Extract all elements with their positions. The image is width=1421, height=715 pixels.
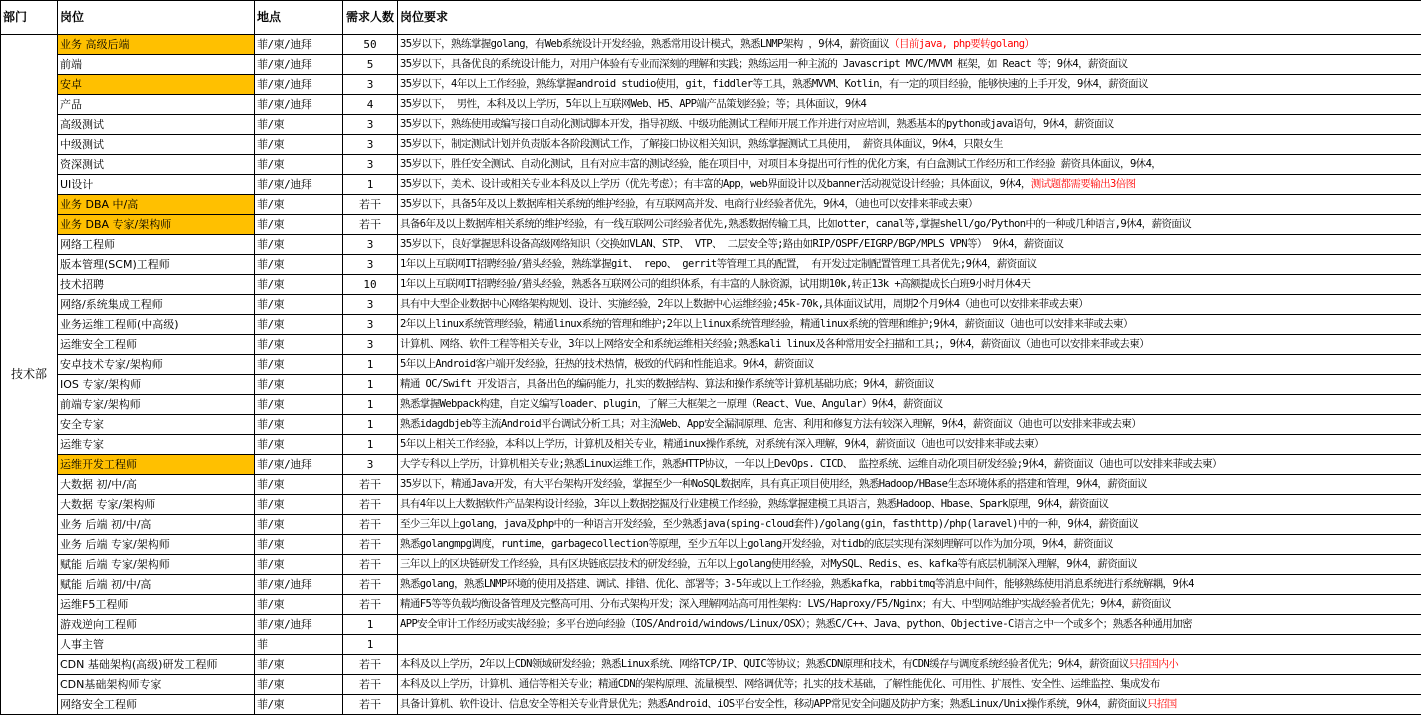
requirement-note: 只招国内小 [1129, 658, 1179, 670]
position-cell: 业务运维工程师(中高级) [58, 315, 255, 335]
position-cell: 运维专家 [58, 435, 255, 455]
demand-cell: 3 [343, 335, 398, 355]
table-row [1, 95, 1421, 115]
table-row [1, 75, 1421, 95]
table-row [1, 375, 1421, 395]
location-cell: 菲/柬 [255, 255, 343, 275]
header-position: 岗位 [58, 1, 255, 35]
table-row [1, 675, 1421, 695]
position-cell: 业务 DBA 中/高 [58, 195, 255, 215]
location-cell: 菲/柬 [255, 695, 343, 715]
requirement-cell [398, 555, 1421, 575]
requirement-text: 5年以上Android客户端开发经验，狂热的技术热情，极致的代码和性能追求。9休4，薪资面议 [400, 358, 814, 370]
demand-cell: 5 [343, 55, 398, 75]
location-cell: 菲/柬 [255, 355, 343, 375]
demand-cell: 3 [343, 155, 398, 175]
requirement-cell [398, 215, 1421, 235]
header-dept: 部门 [1, 1, 58, 35]
demand-cell: 1 [343, 435, 398, 455]
requirement-cell [398, 75, 1421, 95]
requirement-cell [398, 495, 1421, 515]
position-cell: 大数据 专家/架构师 [58, 495, 255, 515]
requirement-cell [398, 435, 1421, 455]
requirement-text: 35岁以下， 男性，本科及以上学历，5年以上互联网Web、H5、APP端产品策划经验；等；具体面议，9休4 [400, 98, 866, 110]
table-row [1, 255, 1421, 275]
position-cell: 安卓技术专家/架构师 [58, 355, 255, 375]
location-cell: 菲/柬 [255, 115, 343, 135]
table-row [1, 295, 1421, 315]
demand-cell: 若干 [343, 515, 398, 535]
position-cell: 资深测试 [58, 155, 255, 175]
location-cell: 菲/柬 [255, 155, 343, 175]
demand-cell: 1 [343, 615, 398, 635]
demand-cell: 3 [343, 315, 398, 335]
table-row [1, 395, 1421, 415]
requirement-cell [398, 195, 1421, 215]
location-cell: 菲/柬 [255, 495, 343, 515]
header-location: 地点 [255, 1, 343, 35]
requirement-cell [398, 155, 1421, 175]
requirement-text: 35岁以下，熟练掌握golang，有Web系统设计开发经验，熟悉常用设计模式，熟悉LNMP架构 ，9休4，薪资面议 [400, 38, 889, 50]
position-cell: 运维F5工程师 [58, 595, 255, 615]
requirement-cell [398, 595, 1421, 615]
demand-cell: 3 [343, 235, 398, 255]
position-cell: 业务 后端 初/中/高 [58, 515, 255, 535]
requirement-text: 具备6年及以上数据库相关系统的维护经验，有一线互联网公司经验者优先,熟悉数据传输工具，比如otter，canal等,掌握shell/go/Python中的一种或几种语言,9休4，薪资面议 [400, 218, 1191, 230]
table-row [1, 535, 1421, 555]
position-cell: 中级测试 [58, 135, 255, 155]
demand-cell: 若干 [343, 495, 398, 515]
position-cell: 网络安全工程师 [58, 695, 255, 715]
location-cell: 菲/柬 [255, 295, 343, 315]
requirement-cell [398, 115, 1421, 135]
table-row [1, 635, 1421, 655]
requirement-text: APP安全审计工作经历或实战经验；多平台逆向经验（IOS/Android/windows/Linux/OSX）；熟悉C/C++、Java、python、Objective-C语言之中一个或多个；熟悉各种通用加密 [400, 618, 1192, 630]
requirement-text: 具有4年以上大数据软件产品架构设计经验，3年以上数据挖掘及行业建模工作经验，熟练掌握建模工具语言，熟悉Hadoop、Hbase、Spark原理，9休4，薪资面议 [400, 498, 1108, 510]
requirement-text: 精通F5等等负载均衡设备管理及完整高可用、分布式架构开发；深入理解网站高可用性架构：LVS/Haproxy/F5/Nginx；有大、中型网站维护实战经验者优先；9休4，薪资面议 [400, 598, 1171, 610]
requirement-note: 测试题都需要输出3倍图 [1031, 178, 1136, 190]
location-cell: 菲/柬 [255, 275, 343, 295]
table-row [1, 215, 1421, 235]
requirement-cell [398, 135, 1421, 155]
demand-cell: 若干 [343, 695, 398, 715]
table-row [1, 435, 1421, 455]
requirement-text: 1年以上互联网IT招聘经验/猎头经验，熟悉各互联网公司的组织体系，有丰富的人脉资源，试用期10k,转正13k +高额提成长白班9小时月休4天 [400, 278, 1030, 290]
requirement-text: 35岁以下，具备5年及以上数据库相关系统的维护经验，有互联网高并发、电商行业经验者优先，9休4，（迪也可以安排来菲或去柬） [400, 198, 978, 210]
header-row [1, 1, 1421, 35]
requirement-cell [398, 415, 1421, 435]
requirement-cell [398, 675, 1421, 695]
location-cell: 菲/柬 [255, 415, 343, 435]
position-cell: 赋能 后端 专家/架构师 [58, 555, 255, 575]
location-cell: 菲/柬 [255, 315, 343, 335]
position-cell: 前端专家/架构师 [58, 395, 255, 415]
location-cell: 菲/柬 [255, 335, 343, 355]
requirement-text: 计算机、网络、软件工程等相关专业，3年以上网络安全和系统运维相关经验;熟悉kali linux及各种常用安全扫描和工具;，9休4，薪资面议（迪也可以安排来菲或去柬） [400, 338, 1149, 350]
table-row [1, 55, 1421, 75]
requirement-cell [398, 175, 1421, 195]
demand-cell: 1 [343, 355, 398, 375]
position-cell: CDN基础架构师专家 [58, 675, 255, 695]
location-cell: 菲/柬/迪拜 [255, 75, 343, 95]
position-cell: 网络/系统集成工程师 [58, 295, 255, 315]
demand-cell: 3 [343, 135, 398, 155]
location-cell: 菲/柬 [255, 555, 343, 575]
requirement-cell [398, 515, 1421, 535]
department-cell: 技术部 [1, 35, 58, 715]
demand-cell: 1 [343, 415, 398, 435]
demand-cell: 3 [343, 75, 398, 95]
location-cell: 菲/柬 [255, 475, 343, 495]
table-row [1, 415, 1421, 435]
position-cell: 业务 DBA 专家/架构师 [58, 215, 255, 235]
location-cell: 菲/柬 [255, 535, 343, 555]
location-cell: 菲 [255, 635, 343, 655]
demand-cell: 10 [343, 275, 398, 295]
demand-cell: 1 [343, 175, 398, 195]
demand-cell: 3 [343, 255, 398, 275]
demand-cell: 若干 [343, 675, 398, 695]
demand-cell: 1 [343, 395, 398, 415]
requirement-text: 1年以上互联网IT招聘经验/猎头经验，熟练掌握git、 repo、 gerrit等管理工具的配置， 有开发过定制配置管理工具者优先;9休4，薪资面议 [400, 258, 1037, 270]
table-row [1, 195, 1421, 215]
requirement-cell [398, 395, 1421, 415]
requirement-text: 熟悉golangmpg调度，runtime，garbagecollection等原理，至少五年以上golang开发经验，对tidb的底层实现有深刻理解可以作为加分项，9休4，薪资面议 [400, 538, 1113, 550]
table-row [1, 495, 1421, 515]
position-cell: 运维开发工程师 [58, 455, 255, 475]
demand-cell: 4 [343, 95, 398, 115]
table-row [1, 515, 1421, 535]
requirement-text: 本科及以上学历，计算机、通信等相关专业；精通CDN的架构原理、流量模型、网络调优等；扎实的技术基础，了解性能优化、可用性、扩展性、安全性、运维监控、集成发布 [400, 678, 1160, 690]
requirement-text: 熟悉golang，熟悉LNMP环境的使用及搭建、调试、排错、优化、部署等；3-5年或以上工作经验，熟悉kafka，rabbitmq等消息中间件，能够熟练使用消息系统进行系统解耦，9休4 [400, 578, 1194, 590]
location-cell: 菲/柬 [255, 375, 343, 395]
requirement-cell [398, 95, 1421, 115]
requirement-cell [398, 335, 1421, 355]
location-cell: 菲/柬 [255, 515, 343, 535]
position-cell: IOS 专家/架构师 [58, 375, 255, 395]
location-cell: 菲/柬 [255, 675, 343, 695]
location-cell: 菲/柬 [255, 215, 343, 235]
requirement-cell [398, 255, 1421, 275]
location-cell: 菲/柬/迪拜 [255, 55, 343, 75]
table-row [1, 135, 1421, 155]
requirement-text: 熟悉掌握Webpack构建，自定义编写loader、plugin，了解三大框架之一原理（React、Vue、Angular）9休4，薪资面议 [400, 398, 943, 410]
location-cell: 菲/柬/迪拜 [255, 175, 343, 195]
requirement-text: 具有中大型企业数据中心网络架构规划、设计、实施经验，2年以上数据中心运维经验;45k-70k,具体面议试用，周期2个月9休4（迪也可以安排来菲或去柬） [400, 298, 1088, 310]
requirement-cell [398, 275, 1421, 295]
table-row [1, 315, 1421, 335]
position-cell: 安卓 [58, 75, 255, 95]
location-cell: 菲/柬/迪拜 [255, 95, 343, 115]
position-cell: 人事主管 [58, 635, 255, 655]
requirement-text: 大学专科以上学历，计算机相关专业;熟悉Linux运维工作，熟悉HTTP协议，一年以上DevOps. CICD、 监控系统、运维自动化项目研发经验;9休4，薪资面议（迪也可以安排来菲或去柬） [400, 458, 1222, 470]
position-cell: 大数据 初/中/高 [58, 475, 255, 495]
table-row [1, 355, 1421, 375]
requirement-cell [398, 635, 1421, 655]
table-row [1, 235, 1421, 255]
demand-cell: 若干 [343, 475, 398, 495]
position-cell: 产品 [58, 95, 255, 115]
demand-cell: 若干 [343, 595, 398, 615]
requirement-text: 精通 OC/Swift 开发语言，具备出色的编码能力，扎实的数据结构、算法和操作系统等计算机基础功底；9休4，薪资面议 [400, 378, 934, 390]
position-cell: 运维安全工程师 [58, 335, 255, 355]
demand-cell: 3 [343, 295, 398, 315]
demand-cell: 3 [343, 455, 398, 475]
location-cell: 菲/柬 [255, 235, 343, 255]
demand-cell: 若干 [343, 215, 398, 235]
requirement-text: 至少三年以上golang，java及php中的一种语言开发经验，至少熟悉java(sping-cloud套件)/golang(gin，fasthttp)/php(laravel)中的一种，9休4，薪资面议 [400, 518, 1138, 530]
requirement-text: 35岁以下，精通Java开发，有大平台架构开发经验，掌握至少一种NoSQL数据库，具有真正项目使用经，熟悉Hadoop/HBase生态环境体系的搭建和管理，9休4，薪资面议 [400, 478, 1147, 490]
table-row [1, 575, 1421, 595]
table-row [1, 615, 1421, 635]
table-row [1, 175, 1421, 195]
requirement-text: 35岁以下，具备优良的系统设计能力，对用户体验有专业而深刻的理解和实践；熟练运用一种主流的 Javascript MVC/MVVM 框架，如 React 等；9休4，薪资面议 [400, 58, 1128, 70]
requirement-text: 35岁以下，美术、设计或相关专业本科及以上学历（优先考虑）；有丰富的App，web界面设计以及banner活动视觉设计经验；具体面议，9休4， [400, 178, 1031, 190]
demand-cell: 50 [343, 35, 398, 55]
requirement-cell [398, 655, 1421, 675]
requirement-cell [398, 575, 1421, 595]
location-cell: 菲/柬 [255, 655, 343, 675]
position-cell: 版本管理(SCM)工程师 [58, 255, 255, 275]
requirement-text: 35岁以下，胜任安全测试、自动化测试，且有对应丰富的测试经验，能在项目中，对项目本身提出可行性的优化方案，有白盒测试工作经历和工作经验 薪资具体面议，9休4， [400, 158, 1161, 170]
requirement-cell [398, 235, 1421, 255]
header-requirement: 岗位要求 [398, 1, 1421, 35]
requirement-cell [398, 475, 1421, 495]
table-row [1, 35, 1421, 55]
position-cell: 赋能 后端 初/中/高 [58, 575, 255, 595]
demand-cell: 1 [343, 375, 398, 395]
table-row [1, 155, 1421, 175]
table-row [1, 455, 1421, 475]
demand-cell: 若干 [343, 655, 398, 675]
location-cell: 菲/柬/迪拜 [255, 575, 343, 595]
table-row [1, 335, 1421, 355]
position-cell: 游戏逆向工程师 [58, 615, 255, 635]
requirement-cell [398, 355, 1421, 375]
position-cell: 业务 后端 专家/架构师 [58, 535, 255, 555]
demand-cell: 若干 [343, 555, 398, 575]
requirement-text: 35岁以下，制定测试计划并负责版本各阶段测试工作，了解接口协议相关知识，熟练掌握测试工具使用， 薪资具体面议，9休4，只限女生 [400, 138, 1003, 150]
header-demand: 需求人数 [343, 1, 398, 35]
demand-cell: 1 [343, 635, 398, 655]
table-row [1, 115, 1421, 135]
requirement-text: 35岁以下，良好掌握思科设备高级网络知识（交换如VLAN、STP、 VTP、 二层安全等;路由如RIP/OSPF/EIGRP/BGP/MPLS VPN等） 9休4，薪资面议 [400, 238, 1063, 250]
position-cell: 前端 [58, 55, 255, 75]
location-cell: 菲/柬 [255, 595, 343, 615]
requirement-text: 5年以上相关工作经验，本科以上学历，计算机及相关专业，精通inux操作系统，对系统有深入理解，9休4，薪资面议（迪也可以安排来菲或去柬） [400, 438, 1044, 450]
table-row [1, 595, 1421, 615]
table-row [1, 655, 1421, 675]
requirement-cell [398, 695, 1421, 715]
requirement-cell [398, 315, 1421, 335]
position-cell: 网络工程师 [58, 235, 255, 255]
location-cell: 菲/柬 [255, 435, 343, 455]
demand-cell: 若干 [343, 535, 398, 555]
location-cell: 菲/柬/迪拜 [255, 615, 343, 635]
requirement-cell [398, 295, 1421, 315]
requirement-note: （目前java, php要转golang） [889, 38, 1034, 50]
requirement-cell [398, 455, 1421, 475]
demand-cell: 若干 [343, 575, 398, 595]
location-cell: 菲/柬 [255, 135, 343, 155]
requirement-text: 35岁以下，4年以上工作经验，熟练掌握android studio使用，git，fiddler等工具，熟悉MVVM、Kotlin，有一定的项目经验，能够快速的上手开发，9休4，薪资面议 [400, 78, 1148, 90]
location-cell: 菲/柬 [255, 395, 343, 415]
requirement-text: 三年以上的区块链研发工作经验，具有区块链底层技术的研发经验，五年以上golang使用经验，对MySQL、Redis、es、kafka等有底层机制深入理解，9休4，薪资面议 [400, 558, 1137, 570]
requirement-text: 熟悉idagdbjeb等主流Android平台调试分析工具；对主流Web、App安全漏洞原理、危害、利用和修复方法有较深入理解，9休4，薪资面议（迪也可以安排来菲或去柬） [400, 418, 1141, 430]
requirement-cell [398, 55, 1421, 75]
requirement-text: 2年以上linux系统管理经验，精通linux系统的管理和维护;2年以上linux系统管理经验，精通linux系统的管理和维护;9休4，薪资面议（迪也可以安排来菲或去柬） [400, 318, 1133, 330]
requirement-cell [398, 615, 1421, 635]
table-body [1, 35, 1421, 715]
location-cell: 菲/柬/迪拜 [255, 35, 343, 55]
table-row [1, 275, 1421, 295]
requirement-text: 具备计算机、软件设计、信息安全等相关专业背景优先；熟悉Android、iOS平台安全性，移动APP常见安全问题及防护方案；熟悉Linux/Unix操作系统，9休4，薪资面议 [400, 698, 1147, 710]
position-cell: 业务 高级后端 [58, 35, 255, 55]
position-cell: CDN 基础架构(高级)研发工程师 [58, 655, 255, 675]
requirement-cell [398, 35, 1421, 55]
requirement-cell [398, 375, 1421, 395]
location-cell: 菲/柬/迪拜 [255, 455, 343, 475]
position-cell: UI设计 [58, 175, 255, 195]
demand-cell: 若干 [343, 195, 398, 215]
requirement-text: 本科及以上学历，2年以上CDN领域研发经验；熟悉Linux系统、网络TCP/IP、QUIC等协议；熟悉CDN原理和技术，有CDN缓存与调度系统经验者优先；9休4，薪资面议 [400, 658, 1129, 670]
location-cell: 菲/柬 [255, 195, 343, 215]
requirement-cell [398, 535, 1421, 555]
position-cell: 安全专家 [58, 415, 255, 435]
table-row [1, 555, 1421, 575]
requirement-text: 35岁以下，熟练使用或编写接口自动化测试脚本开发，指导初级、中级功能测试工程师开展工作并进行对应培训，熟悉基本的python或java语句，9休4，薪资面议 [400, 118, 1114, 130]
position-cell: 技术招聘 [58, 275, 255, 295]
demand-cell: 3 [343, 115, 398, 135]
position-cell: 高级测试 [58, 115, 255, 135]
requirement-note: 只招国 [1147, 698, 1177, 710]
table-row [1, 475, 1421, 495]
table-row [1, 695, 1421, 715]
